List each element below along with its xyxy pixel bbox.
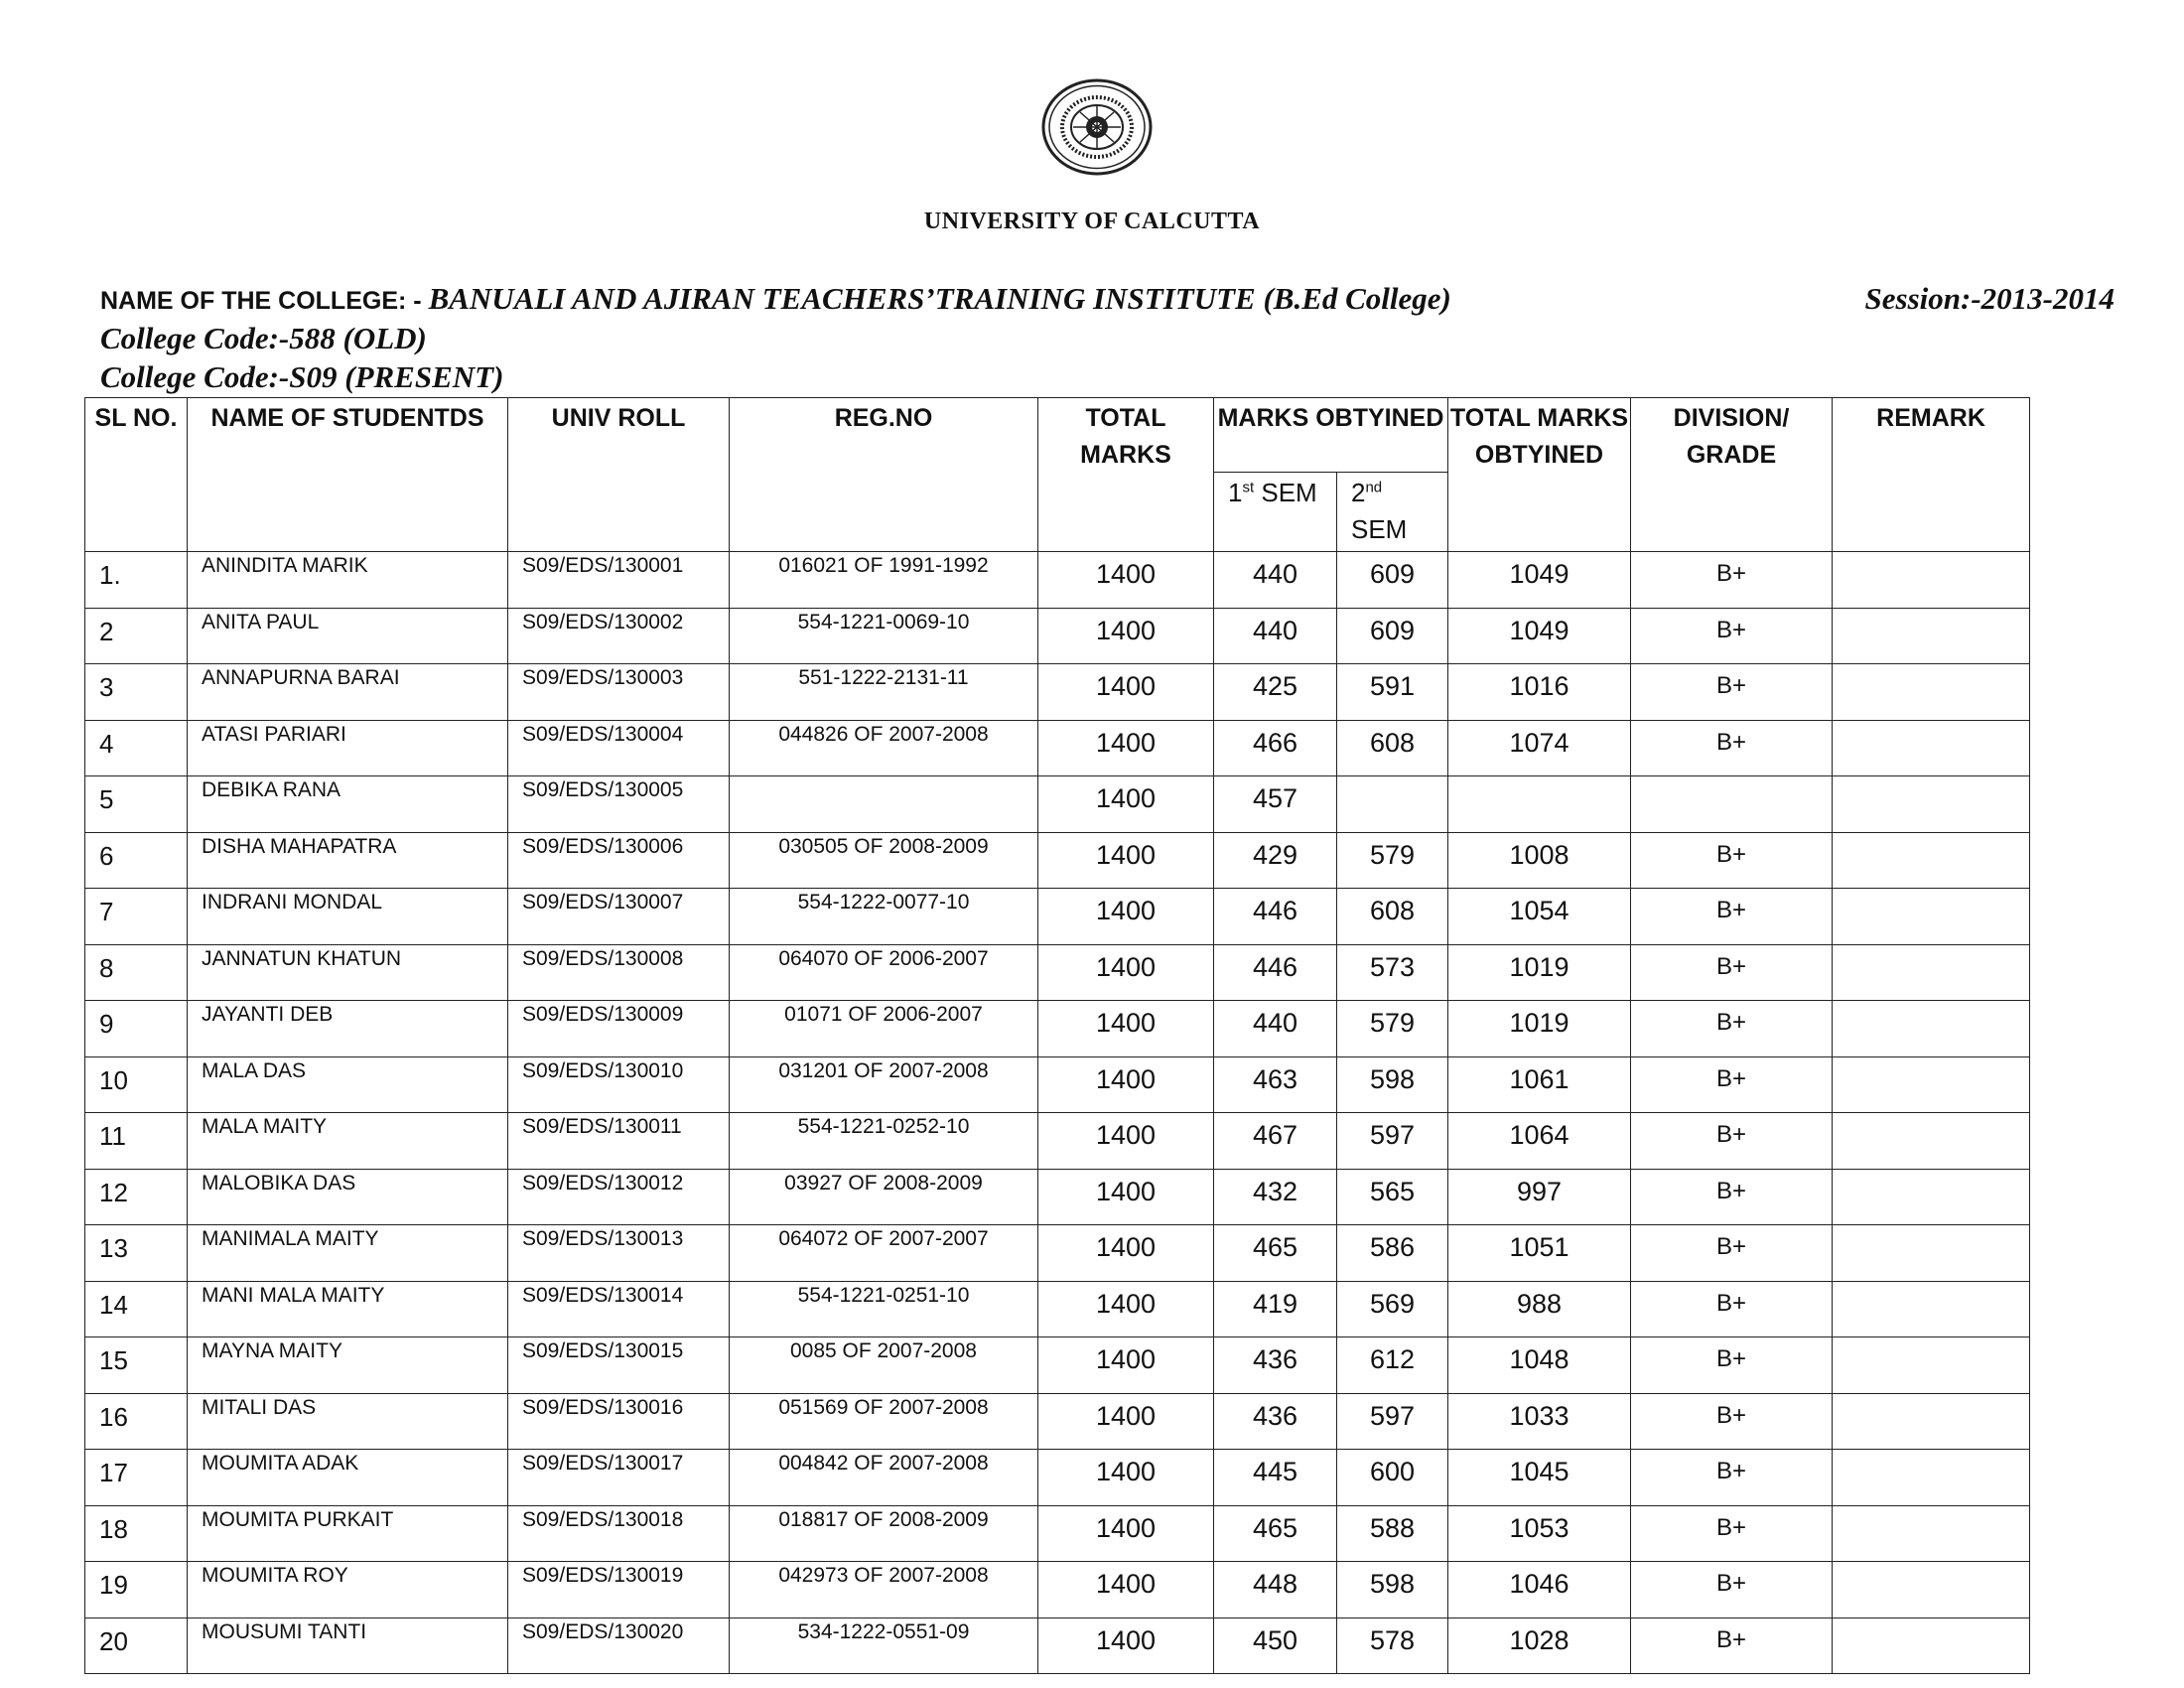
- cell-total-marks: 1400: [1038, 1393, 1214, 1450]
- college-code-present: College Code:-S09 (PRESENT): [100, 359, 504, 394]
- cell-sem-2-marks: 579: [1337, 832, 1448, 889]
- cell-sem-1-marks: 436: [1214, 1393, 1337, 1450]
- cell-sem-1-marks: 432: [1214, 1169, 1337, 1225]
- university-seal-logo: [1040, 77, 1154, 177]
- cell-total-marks: 1400: [1038, 1056, 1214, 1113]
- header-total-obtained: TOTAL MARKS OBTYINED: [1448, 398, 1631, 552]
- cell-reg-no: 03927 OF 2008-2009: [730, 1169, 1038, 1225]
- cell-univ-roll: S09/EDS/130005: [508, 776, 730, 833]
- cell-total-marks: 1400: [1038, 1450, 1214, 1506]
- cell-univ-roll: S09/EDS/130001: [508, 552, 730, 609]
- cell-reg-no: 554-1221-0069-10: [730, 608, 1038, 664]
- cell-total-marks: 1400: [1038, 552, 1214, 609]
- cell-sem-1-marks: 419: [1214, 1281, 1337, 1337]
- cell-student-name: MITALI DAS: [188, 1393, 508, 1450]
- cell-reg-no: 01071 OF 2006-2007: [730, 1001, 1038, 1057]
- cell-student-name: MANIMALA MAITY: [188, 1225, 508, 1282]
- cell-grade: B+: [1631, 1562, 1833, 1618]
- header-student-name: NAME OF STUDENTDS: [188, 398, 508, 552]
- cell-grade: B+: [1631, 1056, 1833, 1113]
- college-code-old: College Code:-588 (OLD): [100, 321, 427, 355]
- cell-univ-roll: S09/EDS/130009: [508, 1001, 730, 1057]
- cell-grade: [1631, 776, 1833, 833]
- cell-grade: B+: [1631, 1450, 1833, 1506]
- header-remark: REMARK: [1833, 398, 2030, 552]
- table-row: [85, 1113, 2030, 1170]
- college-name: BANUALI AND AJIRAN TEACHERS’TRAINING INSTITUTE (B.Ed College): [428, 281, 1451, 316]
- header-sl-no: SL NO.: [85, 398, 188, 552]
- header-sem-2: 2nd SEM: [1337, 473, 1448, 552]
- cell-remark: [1833, 1505, 2030, 1562]
- cell-sl-no: 6: [85, 832, 188, 889]
- cell-total-obtained: 1046: [1448, 1562, 1631, 1618]
- cell-sem-1-marks: 425: [1214, 664, 1337, 721]
- cell-total-marks: 1400: [1038, 1337, 1214, 1394]
- cell-sem-1-marks: 448: [1214, 1562, 1337, 1618]
- cell-remark: [1833, 1618, 2030, 1674]
- cell-reg-no: 051569 OF 2007-2008: [730, 1393, 1038, 1450]
- cell-univ-roll: S09/EDS/130008: [508, 944, 730, 1001]
- cell-grade: B+: [1631, 608, 1833, 664]
- cell-grade: B+: [1631, 944, 1833, 1001]
- cell-student-name: MALOBIKA DAS: [188, 1169, 508, 1225]
- cell-sem-2-marks: 609: [1337, 552, 1448, 609]
- cell-student-name: ANITA PAUL: [188, 608, 508, 664]
- cell-reg-no: 016021 OF 1991-1992: [730, 552, 1038, 609]
- cell-grade: B+: [1631, 1281, 1833, 1337]
- cell-total-obtained: 1028: [1448, 1618, 1631, 1674]
- cell-univ-roll: S09/EDS/130002: [508, 608, 730, 664]
- cell-student-name: JAYANTI DEB: [188, 1001, 508, 1057]
- cell-sem-2-marks: 588: [1337, 1505, 1448, 1562]
- cell-student-name: INDRANI MONDAL: [188, 889, 508, 945]
- college-name-label: NAME OF THE COLLEGE: -: [100, 287, 422, 315]
- header-reg-no: REG.NO: [730, 398, 1038, 552]
- cell-sl-no: 11: [85, 1113, 188, 1170]
- cell-sem-1-marks: 467: [1214, 1113, 1337, 1170]
- cell-student-name: MOUSUMI TANTI: [188, 1618, 508, 1674]
- cell-sem-1-marks: 457: [1214, 776, 1337, 833]
- cell-sem-2-marks: 579: [1337, 1001, 1448, 1057]
- cell-total-obtained: 1045: [1448, 1450, 1631, 1506]
- cell-total-obtained: 1033: [1448, 1393, 1631, 1450]
- cell-total-obtained: 1053: [1448, 1505, 1631, 1562]
- cell-univ-roll: S09/EDS/130010: [508, 1056, 730, 1113]
- cell-grade: B+: [1631, 1505, 1833, 1562]
- cell-reg-no: [730, 776, 1038, 833]
- cell-sem-2-marks: 608: [1337, 720, 1448, 776]
- cell-sl-no: 12: [85, 1169, 188, 1225]
- table-row: [85, 552, 2030, 609]
- cell-student-name: JANNATUN KHATUN: [188, 944, 508, 1001]
- cell-sem-2-marks: 569: [1337, 1281, 1448, 1337]
- cell-sl-no: 3: [85, 664, 188, 721]
- cell-remark: [1833, 720, 2030, 776]
- cell-univ-roll: S09/EDS/130019: [508, 1562, 730, 1618]
- cell-sem-1-marks: 450: [1214, 1618, 1337, 1674]
- cell-sl-no: 16: [85, 1393, 188, 1450]
- cell-univ-roll: S09/EDS/130003: [508, 664, 730, 721]
- table-row: [85, 1618, 2030, 1674]
- cell-sl-no: 20: [85, 1618, 188, 1674]
- cell-total-obtained: 1019: [1448, 944, 1631, 1001]
- cell-sem-2-marks: 573: [1337, 944, 1448, 1001]
- cell-total-marks: 1400: [1038, 1225, 1214, 1282]
- cell-total-marks: 1400: [1038, 1113, 1214, 1170]
- cell-sem-2-marks: 609: [1337, 608, 1448, 664]
- cell-sem-1-marks: 440: [1214, 552, 1337, 609]
- cell-sem-2-marks: [1337, 776, 1448, 833]
- cell-sem-2-marks: 586: [1337, 1225, 1448, 1282]
- cell-remark: [1833, 552, 2030, 609]
- cell-total-obtained: 1051: [1448, 1225, 1631, 1282]
- cell-sl-no: 9: [85, 1001, 188, 1057]
- cell-sl-no: 2: [85, 608, 188, 664]
- cell-sem-1-marks: 446: [1214, 944, 1337, 1001]
- cell-univ-roll: S09/EDS/130014: [508, 1281, 730, 1337]
- cell-remark: [1833, 1056, 2030, 1113]
- cell-reg-no: 064072 OF 2007-2007: [730, 1225, 1038, 1282]
- table-row: [85, 776, 2030, 833]
- cell-total-marks: 1400: [1038, 1169, 1214, 1225]
- cell-reg-no: 030505 OF 2008-2009: [730, 832, 1038, 889]
- cell-grade: B+: [1631, 1225, 1833, 1282]
- cell-remark: [1833, 776, 2030, 833]
- cell-sl-no: 18: [85, 1505, 188, 1562]
- table-row: [85, 832, 2030, 889]
- cell-sem-2-marks: 578: [1337, 1618, 1448, 1674]
- cell-sem-2-marks: 591: [1337, 664, 1448, 721]
- cell-total-obtained: 1008: [1448, 832, 1631, 889]
- cell-reg-no: 018817 OF 2008-2009: [730, 1505, 1038, 1562]
- cell-sem-1-marks: 440: [1214, 1001, 1337, 1057]
- cell-sem-1-marks: 466: [1214, 720, 1337, 776]
- cell-total-obtained: 997: [1448, 1169, 1631, 1225]
- cell-total-marks: 1400: [1038, 608, 1214, 664]
- cell-grade: B+: [1631, 1337, 1833, 1394]
- cell-reg-no: 554-1221-0252-10: [730, 1113, 1038, 1170]
- cell-grade: B+: [1631, 889, 1833, 945]
- cell-student-name: MOUMITA ADAK: [188, 1450, 508, 1506]
- table-row: [85, 944, 2030, 1001]
- cell-univ-roll: S09/EDS/130006: [508, 832, 730, 889]
- cell-total-obtained: 1054: [1448, 889, 1631, 945]
- cell-total-obtained: [1448, 776, 1631, 833]
- cell-remark: [1833, 608, 2030, 664]
- cell-student-name: MANI MALA MAITY: [188, 1281, 508, 1337]
- cell-total-marks: 1400: [1038, 664, 1214, 721]
- cell-total-marks: 1400: [1038, 944, 1214, 1001]
- cell-reg-no: 534-1222-0551-09: [730, 1618, 1038, 1674]
- college-name-line: [100, 281, 1451, 317]
- cell-sl-no: 15: [85, 1337, 188, 1394]
- table-row: [85, 1281, 2030, 1337]
- cell-sl-no: 5: [85, 776, 188, 833]
- cell-total-marks: 1400: [1038, 1001, 1214, 1057]
- table-row: [85, 1450, 2030, 1506]
- cell-remark: [1833, 944, 2030, 1001]
- cell-reg-no: 0085 OF 2007-2008: [730, 1337, 1038, 1394]
- cell-student-name: ATASI PARIARI: [188, 720, 508, 776]
- cell-univ-roll: S09/EDS/130011: [508, 1113, 730, 1170]
- cell-sem-2-marks: 608: [1337, 889, 1448, 945]
- cell-total-obtained: 1016: [1448, 664, 1631, 721]
- table-row: [85, 889, 2030, 945]
- table-row: [85, 720, 2030, 776]
- session: Session:-2013-2014: [1864, 281, 2115, 316]
- cell-total-marks: 1400: [1038, 1505, 1214, 1562]
- cell-reg-no: 004842 OF 2007-2008: [730, 1450, 1038, 1506]
- cell-remark: [1833, 1393, 2030, 1450]
- cell-total-obtained: 1019: [1448, 1001, 1631, 1057]
- cell-grade: B+: [1631, 552, 1833, 609]
- cell-sl-no: 7: [85, 889, 188, 945]
- cell-remark: [1833, 1001, 2030, 1057]
- cell-student-name: MOUMITA PURKAIT: [188, 1505, 508, 1562]
- cell-remark: [1833, 1113, 2030, 1170]
- table-row: [85, 1562, 2030, 1618]
- cell-grade: B+: [1631, 832, 1833, 889]
- table-row: [85, 1337, 2030, 1394]
- cell-reg-no: 554-1221-0251-10: [730, 1281, 1038, 1337]
- cell-total-marks: 1400: [1038, 1562, 1214, 1618]
- cell-grade: B+: [1631, 1113, 1833, 1170]
- cell-univ-roll: S09/EDS/130007: [508, 889, 730, 945]
- cell-sl-no: 13: [85, 1225, 188, 1282]
- cell-sl-no: 10: [85, 1056, 188, 1113]
- cell-student-name: DEBIKA RANA: [188, 776, 508, 833]
- cell-remark: [1833, 1562, 2030, 1618]
- cell-univ-roll: S09/EDS/130004: [508, 720, 730, 776]
- cell-reg-no: 031201 OF 2007-2008: [730, 1056, 1038, 1113]
- cell-sem-2-marks: 597: [1337, 1393, 1448, 1450]
- cell-total-marks: 1400: [1038, 1281, 1214, 1337]
- cell-remark: [1833, 1225, 2030, 1282]
- table-row: [85, 664, 2030, 721]
- cell-total-obtained: 1064: [1448, 1113, 1631, 1170]
- cell-reg-no: 064070 OF 2006-2007: [730, 944, 1038, 1001]
- cell-total-marks: 1400: [1038, 1618, 1214, 1674]
- cell-univ-roll: S09/EDS/130015: [508, 1337, 730, 1394]
- cell-sem-2-marks: 612: [1337, 1337, 1448, 1394]
- cell-student-name: DISHA MAHAPATRA: [188, 832, 508, 889]
- cell-sem-2-marks: 565: [1337, 1169, 1448, 1225]
- header-sem-1: 1st SEM: [1214, 473, 1337, 552]
- results-table: [84, 397, 2030, 1674]
- cell-sl-no: 14: [85, 1281, 188, 1337]
- cell-remark: [1833, 889, 2030, 945]
- header-division-grade: DIVISION/ GRADE: [1631, 398, 1833, 552]
- cell-grade: B+: [1631, 1169, 1833, 1225]
- table-row: [85, 608, 2030, 664]
- table-row: [85, 1169, 2030, 1225]
- cell-total-obtained: 988: [1448, 1281, 1631, 1337]
- cell-reg-no: 554-1222-0077-10: [730, 889, 1038, 945]
- cell-sem-1-marks: 463: [1214, 1056, 1337, 1113]
- cell-reg-no: 044826 OF 2007-2008: [730, 720, 1038, 776]
- header-total-marks: TOTAL MARKS: [1038, 398, 1214, 552]
- cell-sem-1-marks: 465: [1214, 1225, 1337, 1282]
- cell-student-name: ANINDITA MARIK: [188, 552, 508, 609]
- cell-total-obtained: 1048: [1448, 1337, 1631, 1394]
- cell-remark: [1833, 1337, 2030, 1394]
- cell-total-marks: 1400: [1038, 889, 1214, 945]
- cell-univ-roll: S09/EDS/130018: [508, 1505, 730, 1562]
- cell-grade: B+: [1631, 664, 1833, 721]
- cell-total-obtained: 1074: [1448, 720, 1631, 776]
- cell-sem-2-marks: 597: [1337, 1113, 1448, 1170]
- table-row: [85, 1393, 2030, 1450]
- cell-sem-1-marks: 446: [1214, 889, 1337, 945]
- header-univ-roll: UNIV ROLL: [508, 398, 730, 552]
- university-title: UNIVERSITY OF CALCUTTA: [923, 209, 1261, 234]
- cell-sl-no: 4: [85, 720, 188, 776]
- cell-total-obtained: 1049: [1448, 552, 1631, 609]
- cell-grade: B+: [1631, 1393, 1833, 1450]
- cell-sem-1-marks: 440: [1214, 608, 1337, 664]
- cell-grade: B+: [1631, 1001, 1833, 1057]
- table-row: [85, 1056, 2030, 1113]
- cell-student-name: ANNAPURNA BARAI: [188, 664, 508, 721]
- cell-grade: B+: [1631, 720, 1833, 776]
- cell-sl-no: 1.: [85, 552, 188, 609]
- cell-remark: [1833, 1281, 2030, 1337]
- header-marks-obtained: MARKS OBTYINED: [1214, 398, 1448, 473]
- cell-total-marks: 1400: [1038, 776, 1214, 833]
- cell-total-obtained: 1061: [1448, 1056, 1631, 1113]
- table-row: [85, 1225, 2030, 1282]
- cell-sl-no: 8: [85, 944, 188, 1001]
- cell-student-name: MOUMITA ROY: [188, 1562, 508, 1618]
- cell-univ-roll: S09/EDS/130012: [508, 1169, 730, 1225]
- cell-univ-roll: S09/EDS/130020: [508, 1618, 730, 1674]
- cell-sem-1-marks: 445: [1214, 1450, 1337, 1506]
- cell-univ-roll: S09/EDS/130013: [508, 1225, 730, 1282]
- cell-remark: [1833, 832, 2030, 889]
- cell-student-name: MALA MAITY: [188, 1113, 508, 1170]
- cell-total-obtained: 1049: [1448, 608, 1631, 664]
- cell-total-marks: 1400: [1038, 720, 1214, 776]
- cell-grade: B+: [1631, 1618, 1833, 1674]
- cell-student-name: MAYNA MAITY: [188, 1337, 508, 1394]
- cell-univ-roll: S09/EDS/130017: [508, 1450, 730, 1506]
- cell-univ-roll: S09/EDS/130016: [508, 1393, 730, 1450]
- cell-reg-no: 042973 OF 2007-2008: [730, 1562, 1038, 1618]
- cell-sl-no: 17: [85, 1450, 188, 1506]
- cell-sem-1-marks: 465: [1214, 1505, 1337, 1562]
- cell-remark: [1833, 1450, 2030, 1506]
- cell-sl-no: 19: [85, 1562, 188, 1618]
- cell-student-name: MALA DAS: [188, 1056, 508, 1113]
- cell-sem-2-marks: 600: [1337, 1450, 1448, 1506]
- cell-sem-1-marks: 429: [1214, 832, 1337, 889]
- table-row: [85, 1505, 2030, 1562]
- cell-remark: [1833, 664, 2030, 721]
- cell-reg-no: 551-1222-2131-11: [730, 664, 1038, 721]
- cell-sem-2-marks: 598: [1337, 1056, 1448, 1113]
- table-row: [85, 1001, 2030, 1057]
- cell-sem-2-marks: 598: [1337, 1562, 1448, 1618]
- cell-remark: [1833, 1169, 2030, 1225]
- cell-sem-1-marks: 436: [1214, 1337, 1337, 1394]
- cell-total-marks: 1400: [1038, 832, 1214, 889]
